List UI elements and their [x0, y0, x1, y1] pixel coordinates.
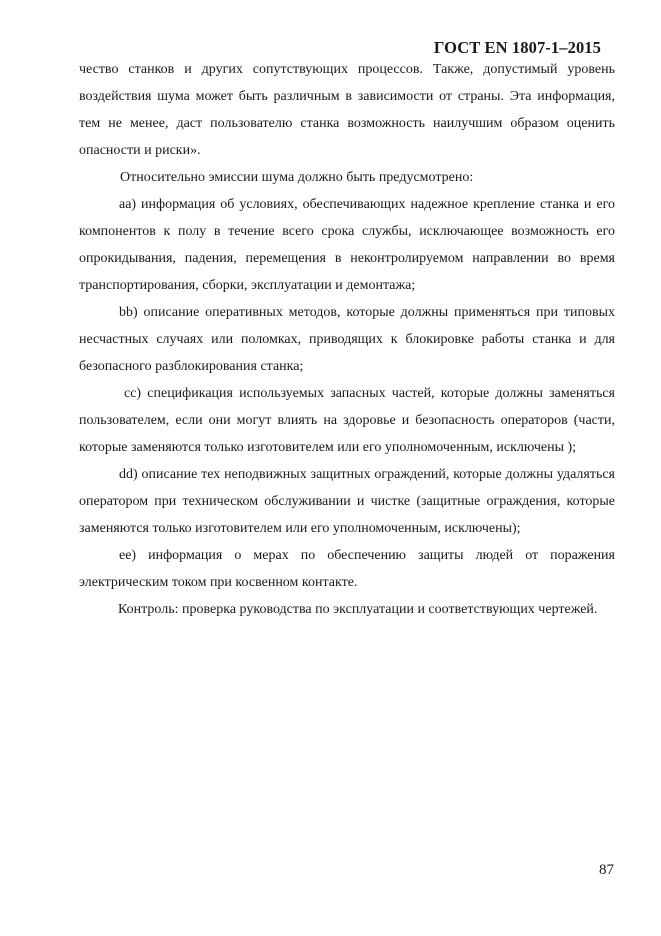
- paragraph-item-aa: аа) информация об условиях, обеспечивающих надежное крепление станка и его компонентов к полу в течение всего срока службы, исключающее возможность его опрокидывания, падения, перемещения в неконтролируемом направлении во время транспортирования, сборки, эксплуатации и демонтажа;: [79, 197, 615, 293]
- paragraph-continuation: чество станков и других сопутствующих процессов. Также, допустимый уровень воздействия шума может быть различным в зависимости от страны. Эта информация, тем не менее, даст пользователю станка возможность наилучшим образом оценить опасности и риски».: [79, 62, 615, 158]
- body-text: [79, 56, 615, 623]
- paragraph-control: Контроль: проверка руководства по эксплуатации и соответствующих чертежей.: [118, 602, 598, 617]
- paragraph-item-bb: bb) описание оперативных методов, которые должны применяться при типовых несчастных случаях или поломках, приводящих к блокировке работы станка и для безопасного разблокирования станка;: [79, 305, 615, 374]
- standard-code-header: ГОСТ EN 1807-1–2015: [433, 38, 601, 57]
- paragraph-item-cc: cc) спецификация используемых запасных частей, которые должны заменяться пользователем, если они могут влиять на здоровье и безопасность операторов (части, которые заменяются только изготовителем или его уполномоченным, исключены );: [79, 386, 615, 455]
- page-number: 87: [599, 862, 614, 878]
- paragraph-item-dd: dd) описание тех неподвижных защитных ограждений, которые должны удаляться оператором при техническом обслуживании и чистке (защитные ограждения, которые заменяются только изготовителем или его уполномоченным, исключены);: [79, 467, 615, 536]
- paragraph-noise-intro: Относительно эмиссии шума должно быть предусмотрено:: [120, 170, 474, 185]
- paragraph-item-ee: ее) информация о мерах по обеспечению защиты людей от поражения электрическим током при косвенном контакте.: [79, 548, 615, 590]
